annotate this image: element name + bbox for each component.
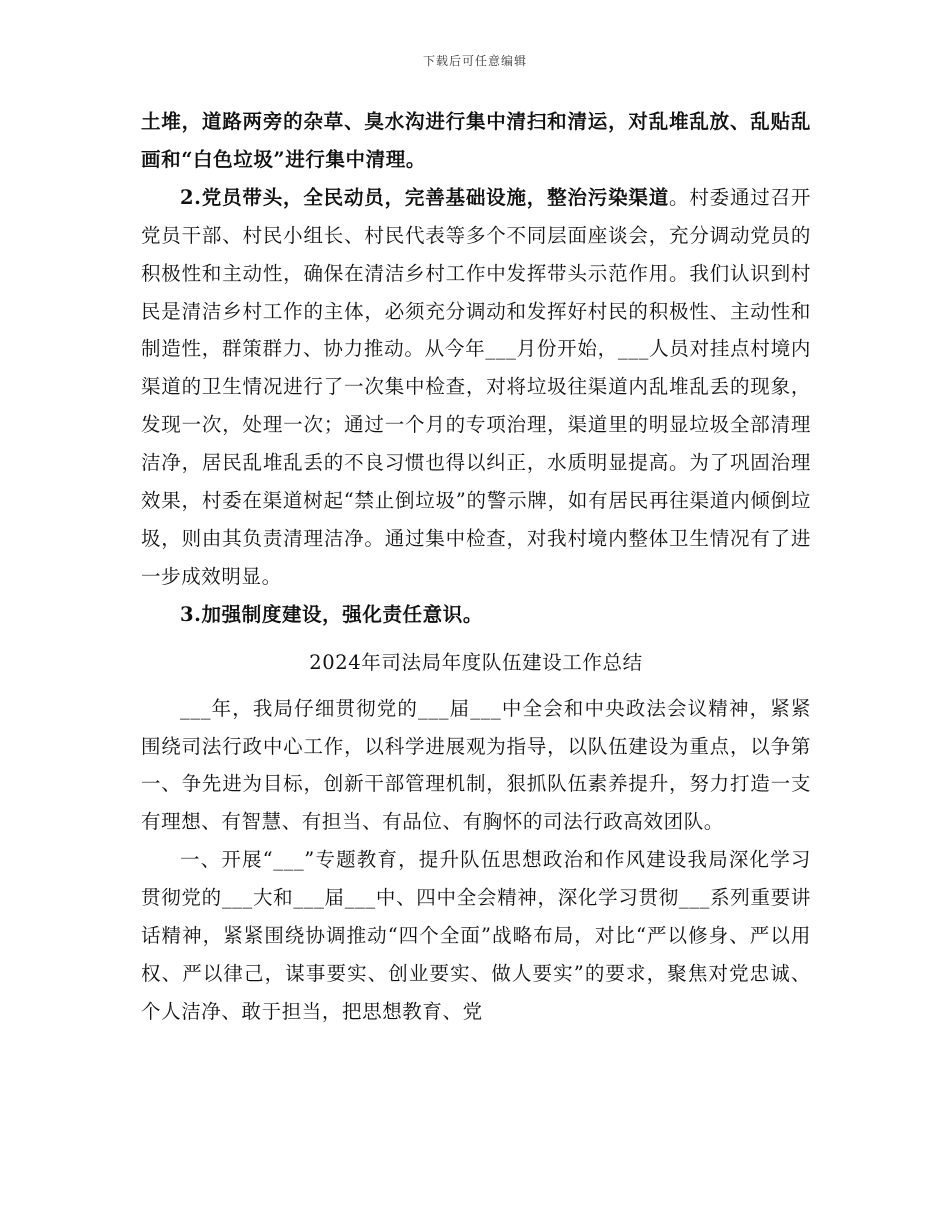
summary-paragraph-1: ___年，我局仔细贯彻党的___届___中全会和中央政法会议精神，紧紧围绕司法行政中心工作，以科学进展观为指导，以队伍建设为重点，以争第一、争先进为目标，创新干部管理机制，狠抓队伍素养提升，努力打造一支有理想、有智慧、有担当、有品位、有胸怀的司法行政高效团队。 xyxy=(141,696,811,834)
bold-paragraph: 土堆，道路两旁的杂草、臭水沟进行集中清扫和清运，对乱堆乱放、乱贴乱画和“白色垃圾”进行集中清理。 xyxy=(141,110,811,171)
document-body xyxy=(141,103,811,1031)
item-3-heading: 3.加强制度建设，强化责任意识。 xyxy=(180,602,483,626)
item-2-paragraph xyxy=(141,179,811,596)
document-title: 2024年司法局年度队伍建设工作总结 xyxy=(309,650,643,674)
item-2-heading: 2.党员带头，全民动员，完善基础设施，整治污染渠道 xyxy=(180,185,670,209)
summary-paragraph-2: 一、开展“___”专题教育，提升队伍思想政治和作风建设我局深化学习贯彻党的___大和___届___中、四中全会精神，深化学习贯彻___系列重要讲话精神，紧紧围绕协调推动“四个全面”战略布局，对比“严以修身、严以用权、严以律己，谋事要实、创业要实、做人要实”的要求，聚焦对党忠诚、个人洁净、敢于担当，把思想教育、党 xyxy=(141,848,811,1023)
item-2-body: 。村委通过召开党员干部、村民小组长、村民代表等多个不同层面座谈会，充分调动党员的积极性和主动性，确保在清洁乡村工作中发挥带头示范作用。我们认识到村民是清洁乡村工作的主体，必须充分调动和发挥好村民的积极性、主动性和制造性，群策群力、协力推动。从今年___月份开始，___人员对挂点村境内渠道的卫生情况进行了一次集中检查，对将垃圾往渠道内乱堆乱丢的现象，发现一次，处理一次；通过一个月的专项治理，渠道里的明显垃圾全部清理洁净，居民乱堆乱丢的不良习惯也得以纠正，水质明显提高。为了巩固治理效果，村委在渠道树起“禁止倒垃圾”的警示牌，如有居民再往渠道内倾倒垃圾，则由其负责清理洁净。通过集中检查，对我村境内整体卫生情况有了进一步成效明显。 xyxy=(141,185,812,588)
page-header: 下载后可任意编辑 xyxy=(422,54,527,68)
